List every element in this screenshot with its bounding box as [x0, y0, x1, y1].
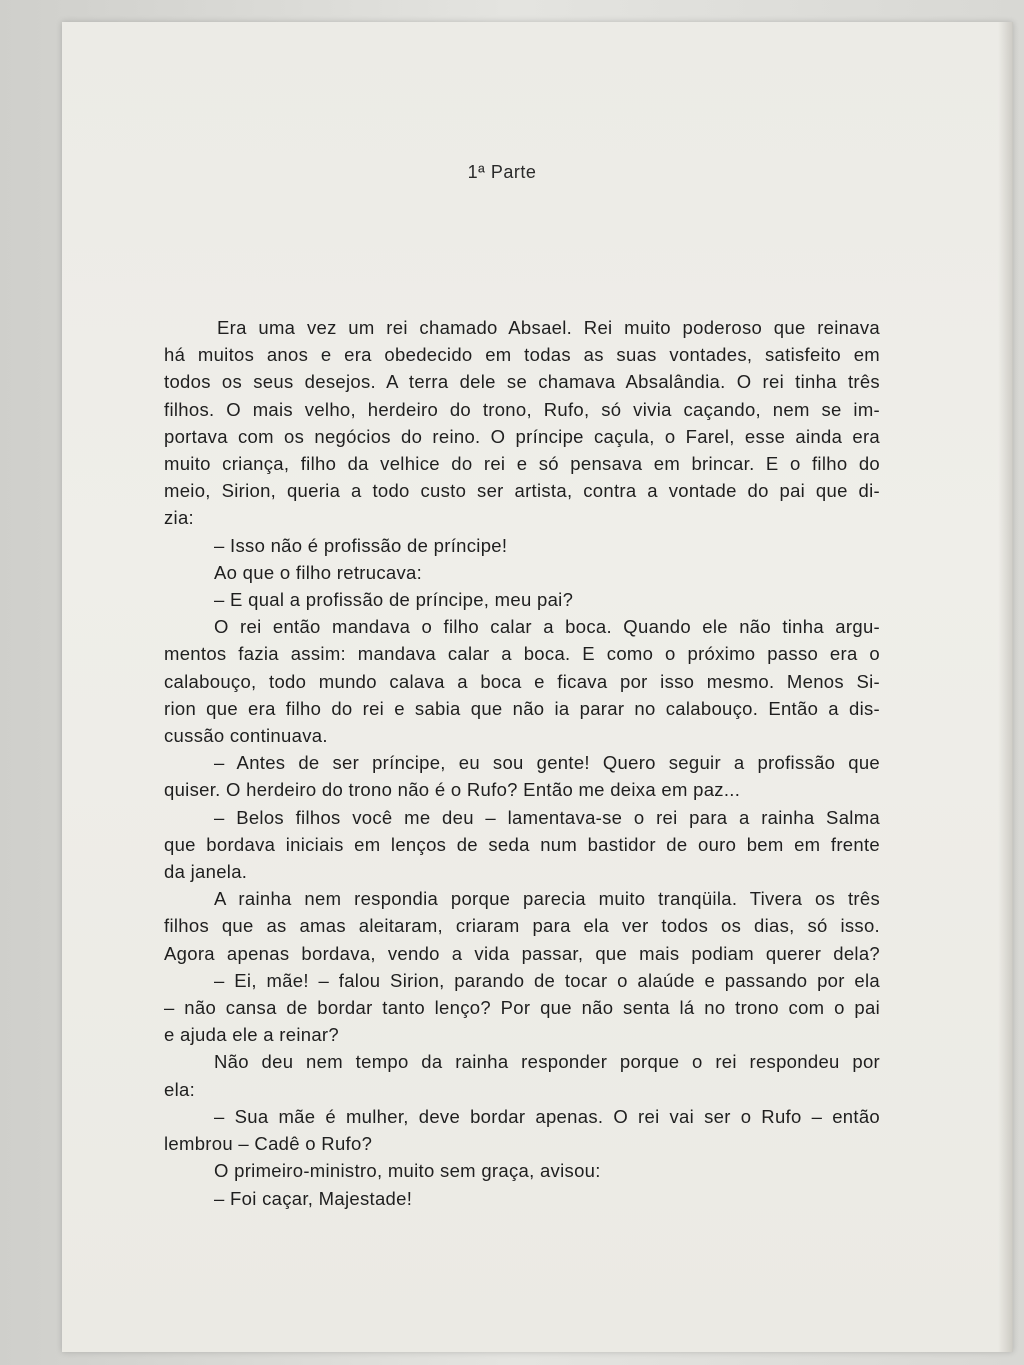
text-line: lembrou – Cadê o Rufo? — [164, 1133, 373, 1155]
text-line: – Belos filhos você me deu – lamentava-se o rei para a rainha Salma — [214, 806, 880, 828]
text-line: e ajuda ele a reinar? — [164, 1024, 339, 1046]
text-line: – não cansa de bordar tanto lenço? Por que não senta lá no trono com o pai — [164, 997, 880, 1019]
text-line: Agora apenas bordava, vendo a vida passar, que mais podiam querer dela? — [164, 942, 880, 964]
text-line: O primeiro-ministro, muito sem graça, avisou: — [214, 1160, 601, 1182]
text-line: que bordava iniciais em lenços de seda num bastidor de ouro bem em frente — [164, 833, 880, 855]
text-line: há muitos anos e era obedecido em todas as suas vontades, satisfeito em — [164, 344, 880, 366]
text-line: muito criança, filho da velhice do rei e só pensava em brincar. E o filho do — [164, 453, 880, 475]
text-line: da janela. — [164, 861, 248, 883]
text-line: O rei então mandava o filho calar a boca. Quando ele não tinha argu- — [214, 616, 880, 638]
text-line: rion que era filho do rei e sabia que não ia parar no calabouço. Então a dis- — [164, 697, 880, 719]
text-line: Ao que o filho retrucava: — [214, 561, 423, 583]
text-line: – Ei, mãe! – falou Sirion, parando de tocar o alaúde e passando por ela — [214, 969, 880, 991]
text-line: – Sua mãe é mulher, deve bordar apenas. O rei vai ser o Rufo – então — [214, 1105, 880, 1127]
text-line: meio, Sirion, queria a todo custo ser artista, contra a vontade do pai que di- — [164, 480, 880, 502]
text-line: Era uma vez um rei chamado Absael. Rei muito poderoso que reinava — [217, 317, 880, 338]
text-line: filhos que as amas aleitaram, criaram para ela ver todos os dias, só isso. — [164, 915, 880, 937]
text-line: – Antes de ser príncipe, eu sou gente! Quero seguir a profissão que — [214, 752, 880, 774]
text-line: portava com os negócios do reino. O príncipe caçula, o Farel, esse ainda era — [164, 425, 880, 447]
body-text — [164, 314, 880, 1212]
text-line: quiser. O herdeiro do trono não é o Rufo? Então me deixa em paz... — [164, 779, 741, 801]
text-line: ela: — [164, 1078, 196, 1100]
text-line: mentos fazia assim: mandava calar a boca. E como o próximo passo era o — [164, 643, 880, 665]
text-line: – Isso não é profissão de príncipe! — [214, 534, 508, 556]
text-line: calabouço, todo mundo calava a boca e ficava por isso mesmo. Menos Si- — [164, 670, 880, 692]
text-line: filhos. O mais velho, herdeiro do trono, Rufo, só vivia caçando, nem se im- — [164, 398, 880, 420]
part-heading: 1ª Parte — [467, 162, 537, 182]
text-line: cussão continuava. — [164, 725, 328, 747]
text-line: A rainha nem respondia porque parecia muito tranqüila. Tivera os três — [214, 888, 880, 910]
text-line: Não deu nem tempo da rainha responder porque o rei respondeu por — [214, 1051, 880, 1073]
text-line: todos os seus desejos. A terra dele se chamava Absalândia. O rei tinha três — [164, 371, 880, 393]
text-line: – E qual a profissão de príncipe, meu pai? — [214, 589, 574, 611]
text-line: – Foi caçar, Majestade! — [214, 1187, 413, 1209]
book-page — [62, 22, 1013, 1352]
text-line: zia: — [164, 507, 194, 529]
page-edge-shadow — [998, 22, 1012, 1352]
